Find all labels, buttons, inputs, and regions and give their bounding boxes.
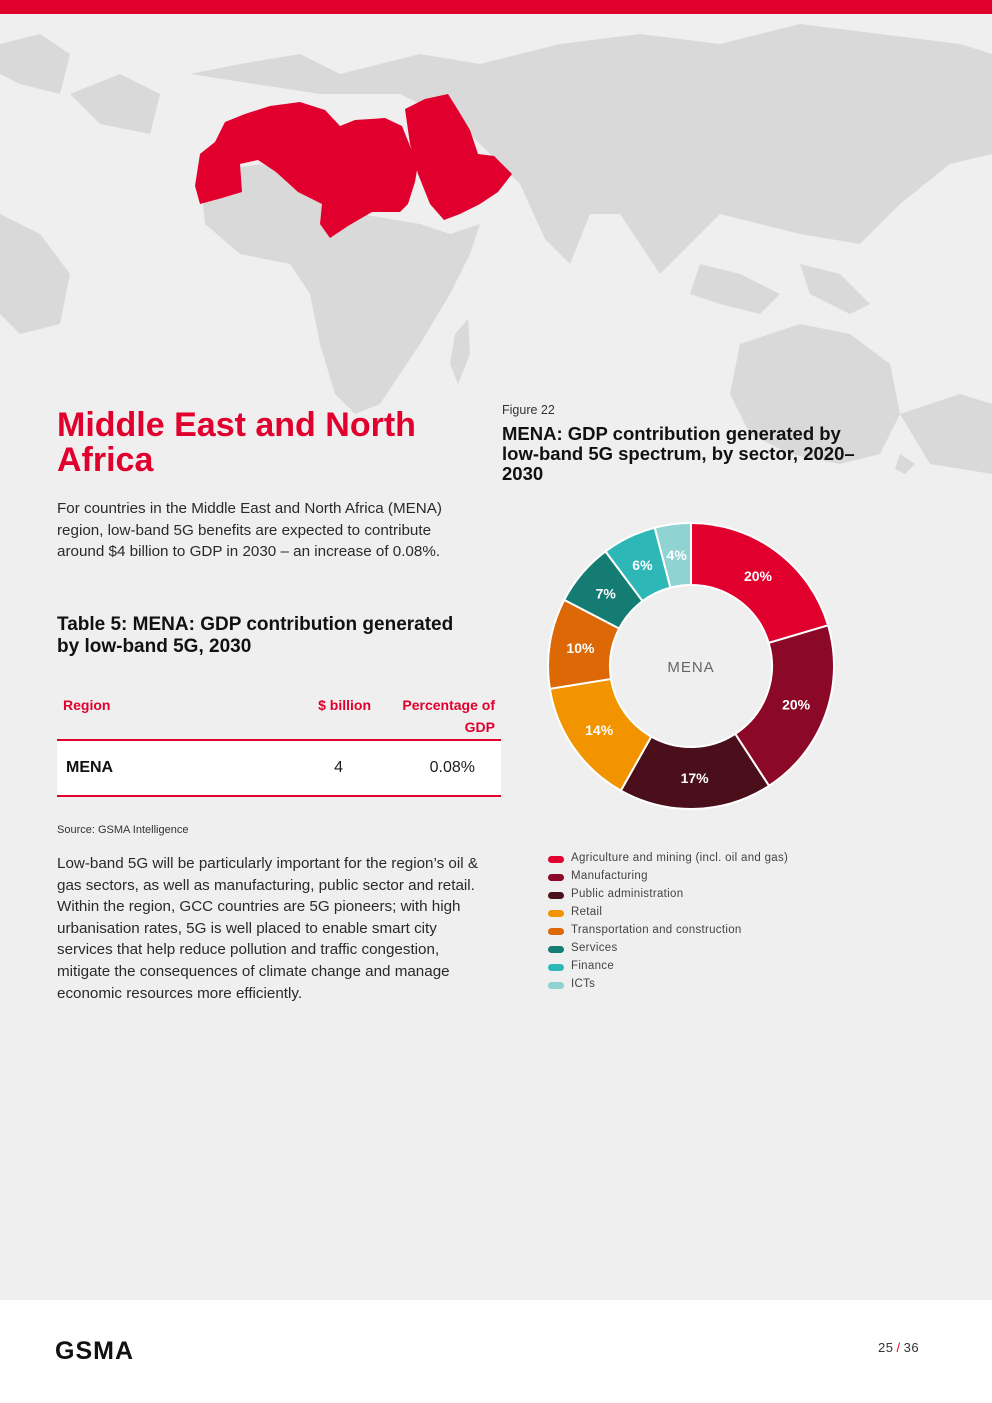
legend-swatch: [548, 946, 564, 953]
donut-slice-label: 17%: [680, 769, 709, 786]
legend-label: Manufacturing: [571, 870, 648, 882]
donut-slice-label: 20%: [782, 696, 811, 713]
legend-label: Finance: [571, 960, 615, 972]
donut-slice-label: 7%: [595, 585, 616, 602]
table-row: [57, 741, 501, 795]
figure-title: MENA: GDP contribution generated by low-band 5G spectrum, by sector, 2020–2030: [502, 423, 855, 484]
donut-chart: [540, 515, 842, 817]
page-footer: [0, 1300, 992, 1403]
page-number: [878, 1340, 919, 1355]
donut-slice-label: 20%: [743, 568, 773, 585]
top-accent-bar: [0, 0, 992, 14]
donut-slice-label: 4%: [666, 546, 687, 563]
legend-swatch: [548, 874, 564, 881]
legend-label: Transportation and construction: [571, 924, 742, 936]
table-cell-percentage: 0.08%: [429, 759, 475, 776]
page-current: 25: [878, 1340, 894, 1355]
donut-slice-label: 14%: [585, 722, 614, 739]
legend-swatch: [548, 910, 564, 917]
intro-paragraph: For countries in the Middle East and North Africa (MENA) region, low-band 5G benefits are expected to contribute around $4 billion to GDP in 2030 – an increase of 0.08%.: [57, 500, 442, 560]
section-heading: Middle East and North Africa: [57, 406, 416, 479]
page-separator: /: [896, 1340, 901, 1355]
donut-center-label: MENA: [667, 659, 715, 676]
table-header-billion: $ billion: [318, 697, 371, 713]
page-total: 36: [903, 1340, 920, 1355]
table-header-region: Region: [63, 697, 111, 713]
source-note: Source: GSMA Intelligence: [57, 824, 189, 836]
figure-label: Figure 22: [502, 403, 555, 417]
legend-swatch: [548, 892, 564, 899]
legend-label: ICTs: [571, 978, 596, 990]
world-map-graphic: [0, 14, 992, 474]
table-rule-bottom: [57, 795, 501, 797]
legend-label: Agriculture and mining (incl. oil and gas): [571, 852, 789, 864]
donut-slice-label: 6%: [632, 557, 653, 574]
legend-label: Services: [571, 942, 618, 954]
legend-swatch: [548, 964, 564, 971]
donut-slice-label: 10%: [566, 640, 595, 657]
body-paragraph: Low-band 5G will be particularly important for the region’s oil & gas sectors, as well as manufacturing, public sector and retail. Within the region, GCC countries are 5G pioneers; with high urbanisation rates, 5G is well placed to enable smart city services that help reduce pollution and traffic congestion, mitigate the consequences of climate change and manage economic resources more efficiently.: [57, 855, 478, 1002]
legend-swatch: [548, 928, 564, 935]
legend-swatch: [548, 982, 564, 989]
table-header: [57, 694, 501, 740]
table-header-percentage: Percentage of GDP: [402, 697, 495, 735]
legend-swatch: [548, 856, 564, 863]
gsma-logo: GSMA: [55, 1337, 134, 1365]
table-cell-region: MENA: [66, 759, 114, 776]
table-cell-billion: 4: [334, 759, 343, 776]
legend-label: Public administration: [571, 888, 684, 900]
legend-label: Retail: [571, 906, 603, 918]
table-title: Table 5: MENA: GDP contribution generated by low-band 5G, 2030: [57, 614, 454, 657]
